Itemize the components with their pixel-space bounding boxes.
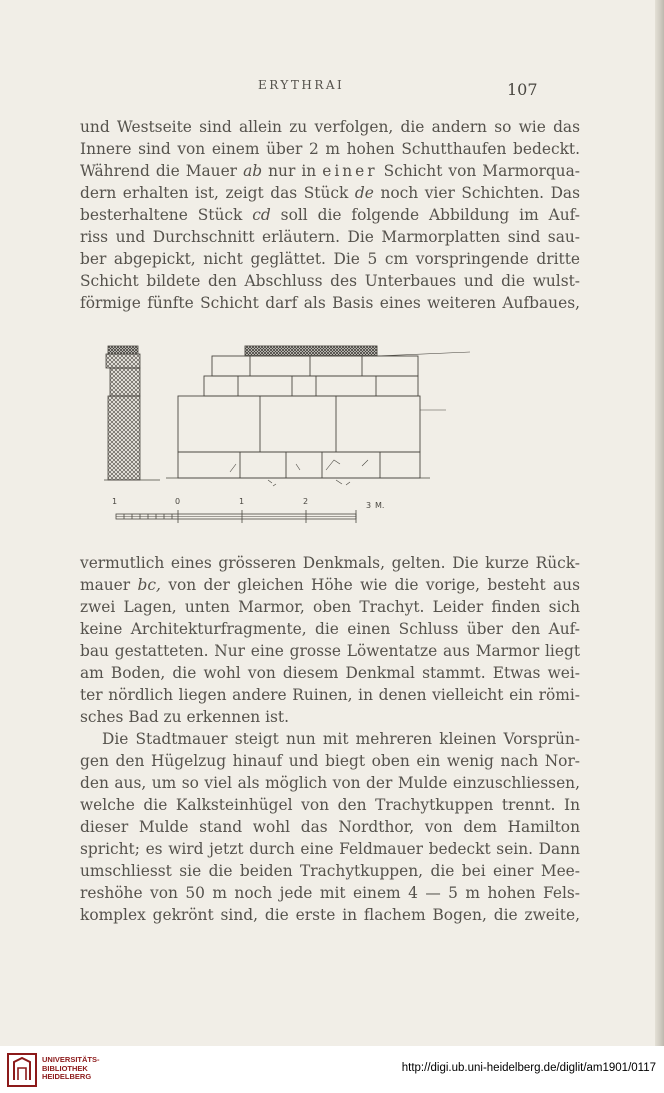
library-name: UNIVERSITÄTS- BIBLIOTHEK HEIDELBERG	[42, 1055, 100, 1081]
text-line: dern erhalten ist, zeigt das Stück de noch vier Schichten. Das	[80, 184, 580, 202]
text-line: keine Architekturfragmente, die einen Schluss über den Auf-	[80, 620, 580, 638]
text-line: Während die Mauer ab nur in einer Schicht von Marmorqua-	[80, 162, 580, 180]
text-line: komplex gekrönt sind, die erste in flachem Bogen, die zweite,	[80, 906, 580, 924]
text-line: welche die Kalksteinhügel von den Trachytkuppen trennt. In	[80, 796, 580, 814]
text-line: am Boden, die wohl von diesem Denkmal stammt. Etwas wei-	[80, 664, 580, 682]
scale-labels	[112, 497, 384, 510]
running-head: ERYTHRAI	[258, 78, 345, 92]
scale-label: 3	[366, 501, 372, 510]
text-line: vermutlich eines grösseren Denkmals, gelten. Die kurze Rück-	[80, 554, 580, 572]
text-line: förmige fünfte Schicht darf als Basis eines weiteren Aufbaues,	[80, 294, 580, 312]
scale-label: 0	[175, 497, 181, 506]
scale-label: 1	[239, 497, 245, 506]
text-line: reshöhe von 50 m noch jede mit einem 4 — 5 m hohen Fels-	[80, 884, 580, 902]
cross-section	[104, 346, 160, 480]
page-number: 107	[507, 80, 538, 99]
viewer-footer	[0, 1046, 664, 1093]
scale-label: 1	[112, 497, 118, 506]
text-line: mauer bc, von der gleichen Höhe wie die vorige, besteht aus	[80, 576, 580, 594]
text-line: ber abgepickt, nicht geglättet. Die 5 cm vorspringende dritte	[80, 250, 580, 268]
text-line: riss und Durchschnitt erläutern. Die Marmorplatten sind sau-	[80, 228, 580, 246]
text-line: Die Stadtmauer steigt nun mit mehreren kleinen Vorsprün-	[102, 730, 580, 748]
text-line: bau gestatteten. Nur eine grosse Löwentatze aus Marmor liegt	[80, 642, 580, 660]
text-line: umschliesst sie die beiden Trachytkuppen, die bei einer Mee-	[80, 862, 580, 880]
label-de: de	[354, 184, 374, 202]
text-line: Innere sind von einem über 2 m hohen Schutthaufen bedeckt.	[80, 140, 580, 158]
text-line: spricht; es wird jetzt durch eine Feldmauer bedeckt sein. Dann	[80, 840, 580, 858]
text-line: den aus, um so viel als möglich von der Mulde einzuschliessen,	[80, 774, 580, 792]
scale-label: 2	[303, 497, 309, 506]
wall-elevation-figure	[100, 338, 480, 528]
label-ab: ab	[243, 162, 263, 180]
text-line: und Westseite sind allein zu verfolgen, die andern so wie das	[80, 118, 580, 136]
text-line: Schicht bildete den Abschluss des Unterbaues und die wulst-	[80, 272, 580, 290]
emphasis-einer: einer	[322, 162, 378, 180]
scale-bar	[116, 510, 356, 523]
text-line: sches Bad zu erkennen ist.	[80, 708, 290, 726]
elevation-view	[166, 346, 470, 486]
text-line: ter nördlich liegen andere Ruinen, in denen vielleicht ein römi-	[80, 686, 580, 704]
library-seal-icon	[6, 1052, 38, 1088]
text-line: besterhaltene Stück cd soll die folgende Abbildung im Auf-	[80, 206, 580, 224]
text-line: gen den Hügelzug hinauf und biegt oben ein wenig nach Nor-	[80, 752, 580, 770]
text-line: zwei Lagen, unten Marmor, oben Trachyt. Leider finden sich	[80, 598, 580, 616]
text-line: dieser Mulde stand wohl das Nordthor, von dem Hamilton	[80, 818, 580, 836]
elevation-drawing	[100, 338, 480, 528]
page-url[interactable]: http://digi.ub.uni-heidelberg.de/diglit/am1901/0117	[401, 1062, 656, 1074]
label-bc: bc,	[137, 576, 161, 594]
paragraph-2	[80, 552, 580, 728]
paragraph-1	[80, 116, 580, 314]
paragraph-3	[80, 728, 580, 926]
scale-label: M.	[375, 501, 385, 510]
page-edge	[655, 0, 664, 1046]
label-cd: cd	[252, 206, 271, 224]
